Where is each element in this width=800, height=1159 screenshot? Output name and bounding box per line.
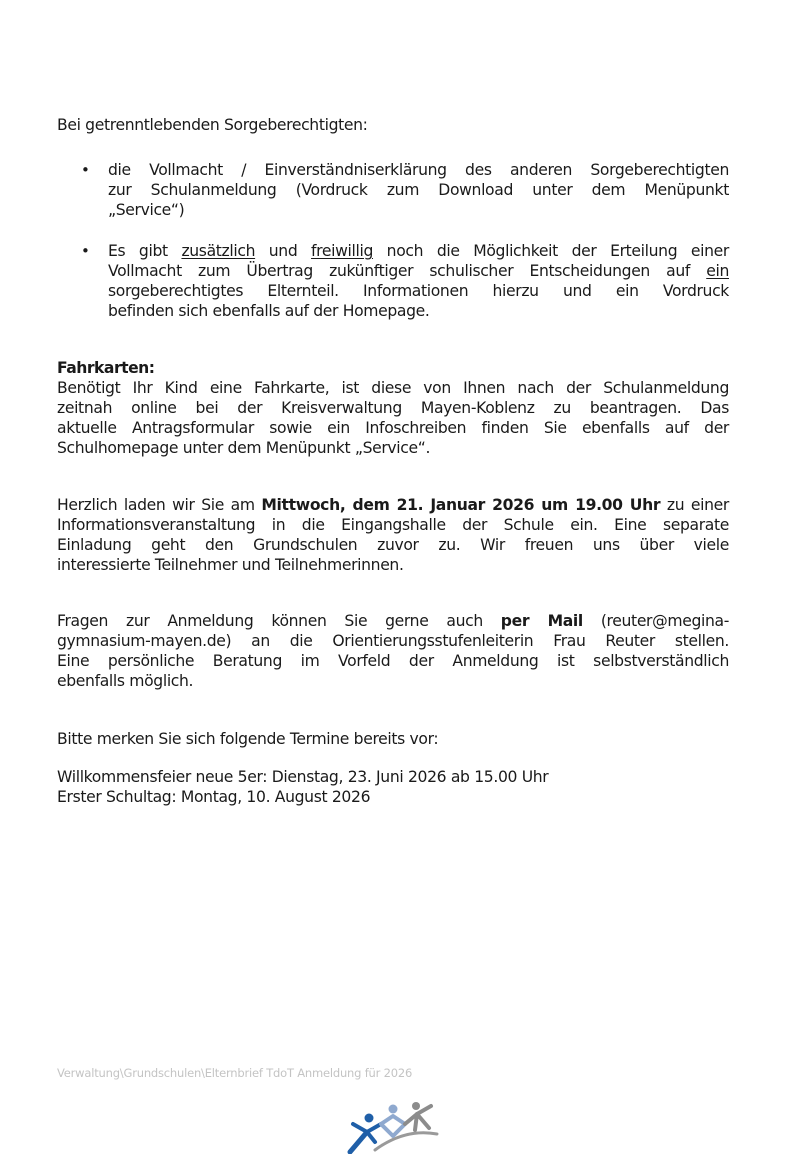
paragraph-line: aktuelle Antragsformular sowie ein Infoschreiben finden Sie ebenfalls auf der bbox=[57, 419, 729, 437]
event-date-time: Mittwoch, dem 21. Januar 2026 um 19.00 Uhr bbox=[261, 496, 661, 514]
bullet-line: Es gibt zusätzlich und freiwillig noch die Möglichkeit der Erteilung einer bbox=[108, 242, 729, 260]
paragraph-line: Informationsveranstaltung in die Eingangshalle der Schule ein. Eine separate bbox=[57, 516, 729, 534]
separated-guardians-heading: Bei getrenntlebenden Sorgeberechtigten: bbox=[57, 116, 368, 134]
paragraph-line: Eine persönliche Beratung im Vorfeld der Anmeldung ist selbstverständlich bbox=[57, 652, 729, 670]
bullet-icon: • bbox=[81, 161, 90, 179]
paragraph-line: gymnasium-mayen.de) an die Orientierungsstufenleiterin Frau Reuter stellen. bbox=[57, 632, 729, 650]
tickets-section bbox=[57, 358, 729, 458]
per-mail-emphasis: per Mail bbox=[500, 612, 583, 630]
paragraph-line: Herzlich laden wir Sie am Mittwoch, dem 21. Januar 2026 um 19.00 Uhr zu einer bbox=[57, 496, 729, 514]
paragraph-line: Benötigt Ihr Kind eine Fahrkarte, ist diese von Ihnen nach der Schulanmeldung bbox=[57, 379, 729, 397]
bullet-line: zur Schulanmeldung (Vordruck zum Download unter dem Menüpunkt bbox=[108, 181, 729, 199]
underlined-voluntary: freiwillig bbox=[311, 242, 374, 260]
bullet-line: befinden sich ebenfalls auf der Homepage. bbox=[108, 302, 430, 320]
date-item-welcome: Willkommensfeier neue 5er: Dienstag, 23. Juni 2026 ab 15.00 Uhr bbox=[57, 768, 549, 786]
invitation-section bbox=[57, 495, 729, 575]
bullet-item-optional-authorization bbox=[57, 241, 729, 321]
underlined-one: ein bbox=[706, 262, 729, 280]
date-item-first-day: Erster Schultag: Montag, 10. August 2026 bbox=[57, 788, 371, 806]
paragraph-line: Fragen zur Anmeldung können Sie gerne auch per Mail (reuter@megina- bbox=[57, 612, 729, 630]
footer-file-path: Verwaltung\Grundschulen\Elternbrief TdoT Anmeldung für 2026 bbox=[57, 1066, 413, 1080]
paragraph-line: ebenfalls möglich. bbox=[57, 672, 194, 690]
school-logo-figures-icon bbox=[345, 1102, 445, 1154]
dates-intro: Bitte merken Sie sich folgende Termine bereits vor: bbox=[57, 730, 439, 748]
questions-section bbox=[57, 611, 729, 691]
underlined-additional: zusätzlich bbox=[181, 242, 256, 260]
dates-list bbox=[57, 767, 729, 807]
bullet-line: „Service“) bbox=[108, 201, 185, 219]
bullet-line: sorgeberechtigtes Elternteil. Informationen hierzu und ein Vordruck bbox=[108, 282, 729, 300]
paragraph-line: Einladung geht den Grundschulen zuvor zu. Wir freuen uns über viele bbox=[57, 536, 729, 554]
bullet-line: Vollmacht zum Übertrag zukünftiger schulischer Entscheidungen auf ein bbox=[108, 262, 729, 280]
paragraph-line: zeitnah online bei der Kreisverwaltung Mayen-Koblenz zu beantragen. Das bbox=[57, 399, 729, 417]
paragraph-line: Schulhomepage unter dem Menüpunkt „Service“. bbox=[57, 439, 431, 457]
bullet-icon: • bbox=[81, 242, 90, 260]
tickets-heading: Fahrkarten: bbox=[57, 359, 155, 377]
bullet-line: die Vollmacht / Einverständniserklärung des anderen Sorgeberechtigten bbox=[108, 161, 729, 179]
bullet-item-power-of-attorney bbox=[57, 160, 729, 220]
paragraph-line: interessierte Teilnehmer und Teilnehmerinnen. bbox=[57, 556, 404, 574]
